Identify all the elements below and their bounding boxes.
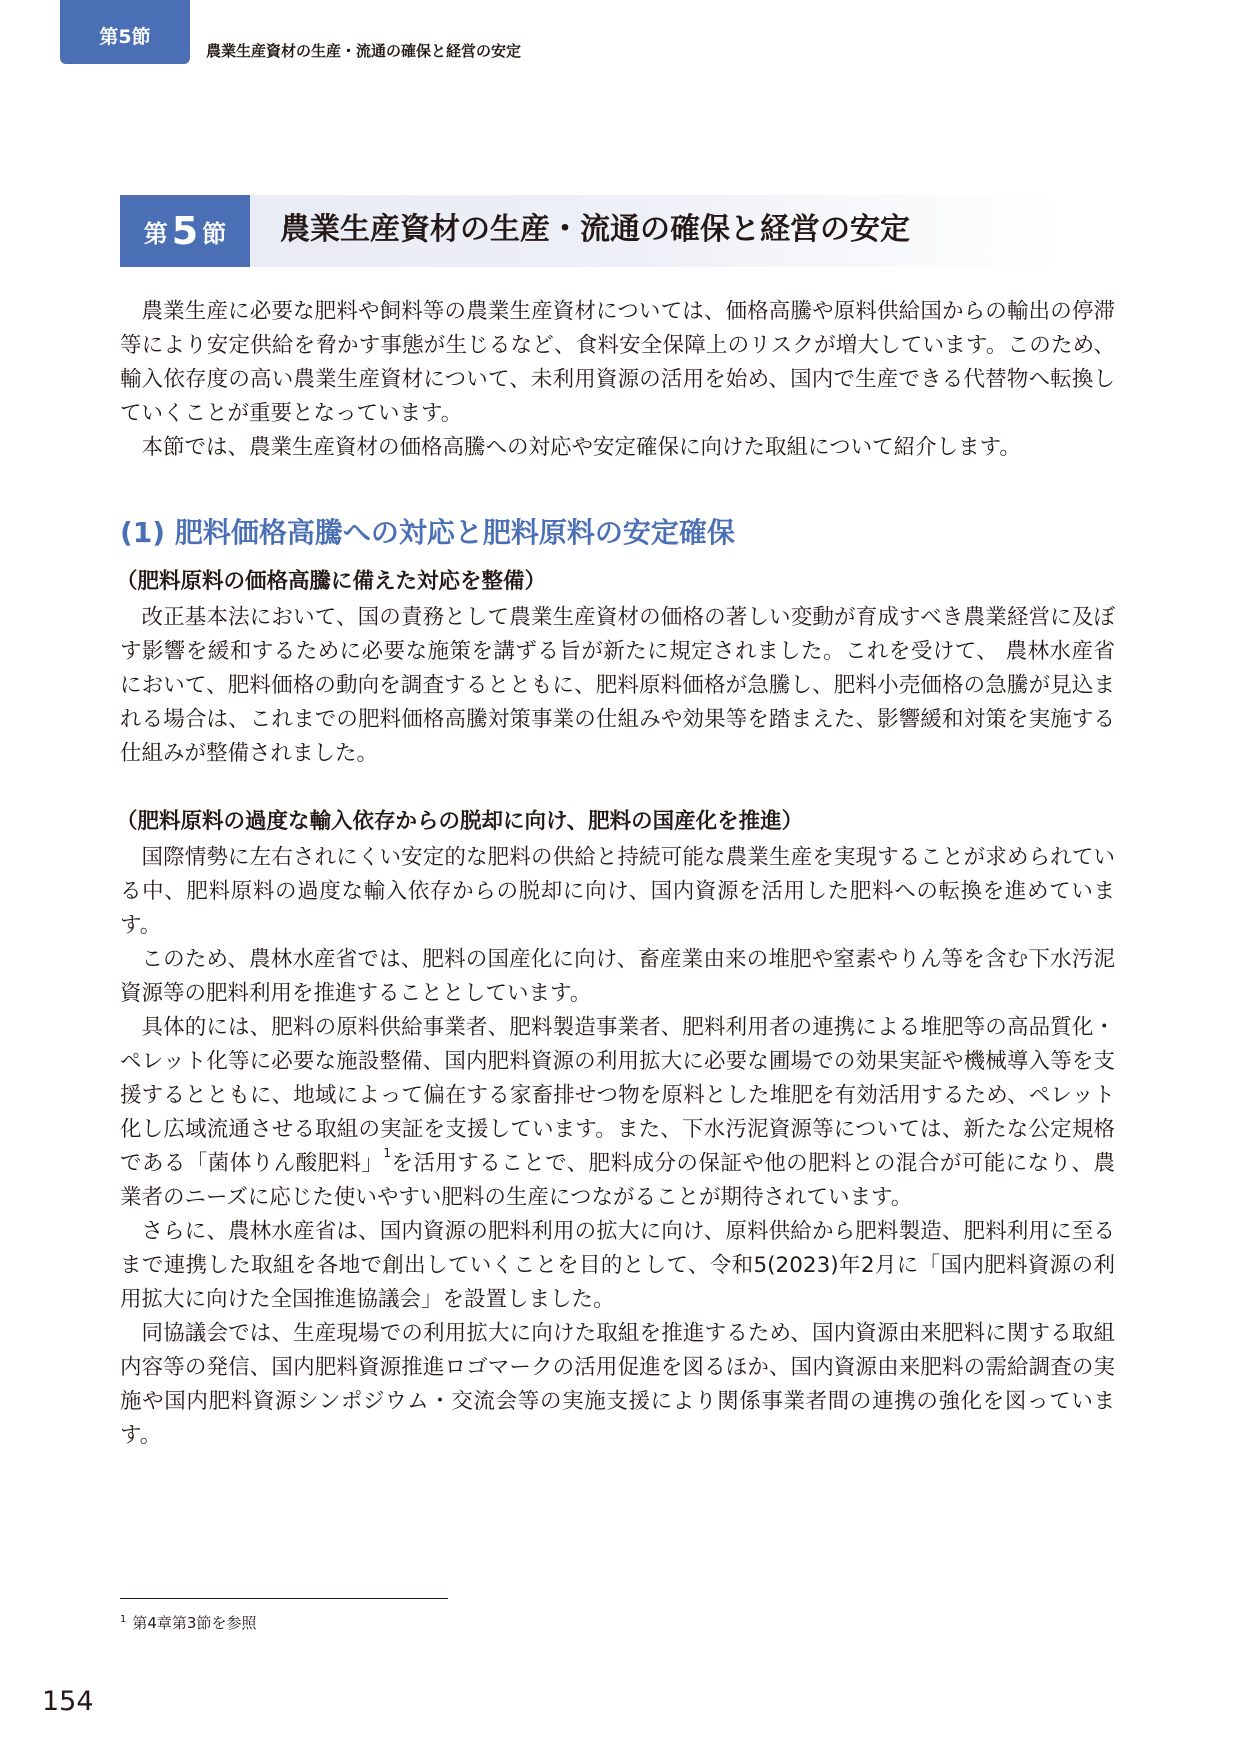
block2-paragraph-3	[120, 1011, 1115, 1215]
block2-heading: （肥料原料の過度な輸入依存からの脱却に向け、肥料の国産化を推進）	[116, 809, 804, 834]
main-content	[116, 295, 1115, 1453]
block2-paragraph-3-part-b: を活用することで、肥料成分の保証や他の肥料との混合が可能になり、農業者のニーズに応じた使いやすい肥料の生産につながることが期待されています。	[120, 1151, 1115, 1210]
header-section-tab: 第5節	[60, 0, 190, 64]
footnote-reference[interactable]: 1	[383, 1146, 392, 1160]
intro-paragraph-2: 本節では、農業生産資材の価格高騰への対応や安定確保に向けた取組について紹介します。	[141, 435, 1021, 460]
section-title: 農業生産資材の生産・流通の確保と経営の安定	[280, 212, 910, 247]
section-badge-prefix: 第	[143, 219, 168, 248]
section-badge	[120, 195, 250, 267]
footnote-divider	[120, 1598, 448, 1599]
page-number: 154	[42, 1686, 94, 1717]
section-badge-suffix: 節	[202, 219, 227, 248]
block2-paragraph-2: このため、農林水産省では、肥料の国産化に向け、畜産業由来の堆肥や窒素やりん等を含む下水汚泥資源等の肥料利用を推進することとしています。	[120, 947, 1115, 1006]
block2-paragraph-4: さらに、農林水産省は、国内資源の肥料利用の拡大に向け、原料供給から肥料製造、肥料利用に至るまで連携した取組を各地で創出していくことを目的として、令和5(2023)年2月に「国内肥料資源の利用拡大に向けた全国推進協議会」を設置しました。	[120, 1219, 1115, 1312]
footnote-marker: 1	[120, 1614, 127, 1625]
block2-paragraph-1: 国際情勢に左右されにくい安定的な肥料の供給と持続可能な農業生産を実現することが求められている中、肥料原料の過度な輸入依存からの脱却に向け、国内資源を活用した肥料への転換を進めています。	[120, 845, 1115, 938]
block1-paragraph: 改正基本法において、国の責務として農業生産資材の価格の著しい変動が育成すべき農業経営に及ぼす影響を緩和するために必要な施策を講ずる旨が新たに規定されました。これを受けて、 農林水産省において、肥料価格の動向を調査するとともに、肥料原料価格が急騰し、肥料小売価格の急騰が見込まれる場合は、これまでの肥料価格高騰対策事業の仕組みや効果等を踏まえた、影響緩和対策を実施する仕組みが整備されました。	[120, 605, 1115, 766]
block2-paragraph-5: 同協議会では、生産現場での利用拡大に向けた取組を推進するため、国内資源由来肥料に関する取組内容等の発信、国内肥料資源推進ロゴマークの活用促進を図るほか、国内資源由来肥料の需給調査の実施や国内肥料資源シンポジウム・交流会等の実施支援により関係事業者間の連携の強化を図っています。	[120, 1321, 1115, 1448]
running-title: 農業生産資材の生産・流通の確保と経営の安定	[206, 42, 522, 60]
block1-heading: （肥料原料の価格高騰に備えた対応を整備）	[116, 569, 547, 594]
section-badge-number: 5	[171, 209, 199, 253]
block2-paragraph-3-part-a: 具体的には、肥料の原料供給事業者、肥料製造事業者、肥料利用者の連携による堆肥等の高品質化・ペレット化等に必要な施設整備、国内肥料資源の利用拡大に必要な圃場での効果実証や機械導入等を支援するとともに、地域によって偏在する家畜排せつ物を原料とした堆肥を有効活用するため、ペレット化し広域流通させる取組の実証を支援しています。また、下水汚泥資源等については、新たな公定規格である「菌体りん酸肥料」	[120, 1015, 1115, 1176]
footnote-text: 第4章第3節を参照	[132, 1614, 257, 1632]
subsection-heading: (1) 肥料価格高騰への対応と肥料原料の安定確保	[120, 516, 735, 549]
footnote	[120, 1612, 256, 1633]
intro-paragraph-1: 農業生産に必要な肥料や飼料等の農業生産資材については、価格高騰や原料供給国からの輸出の停滞等により安定供給を脅かす事態が生じるなど、食料安全保障上のリスクが増大しています。このため、輸入依存度の高い農業生産資材について、未利用資源の活用を始め、国内で生産できる代替物へ転換していくことが重要となっています。	[120, 299, 1115, 426]
